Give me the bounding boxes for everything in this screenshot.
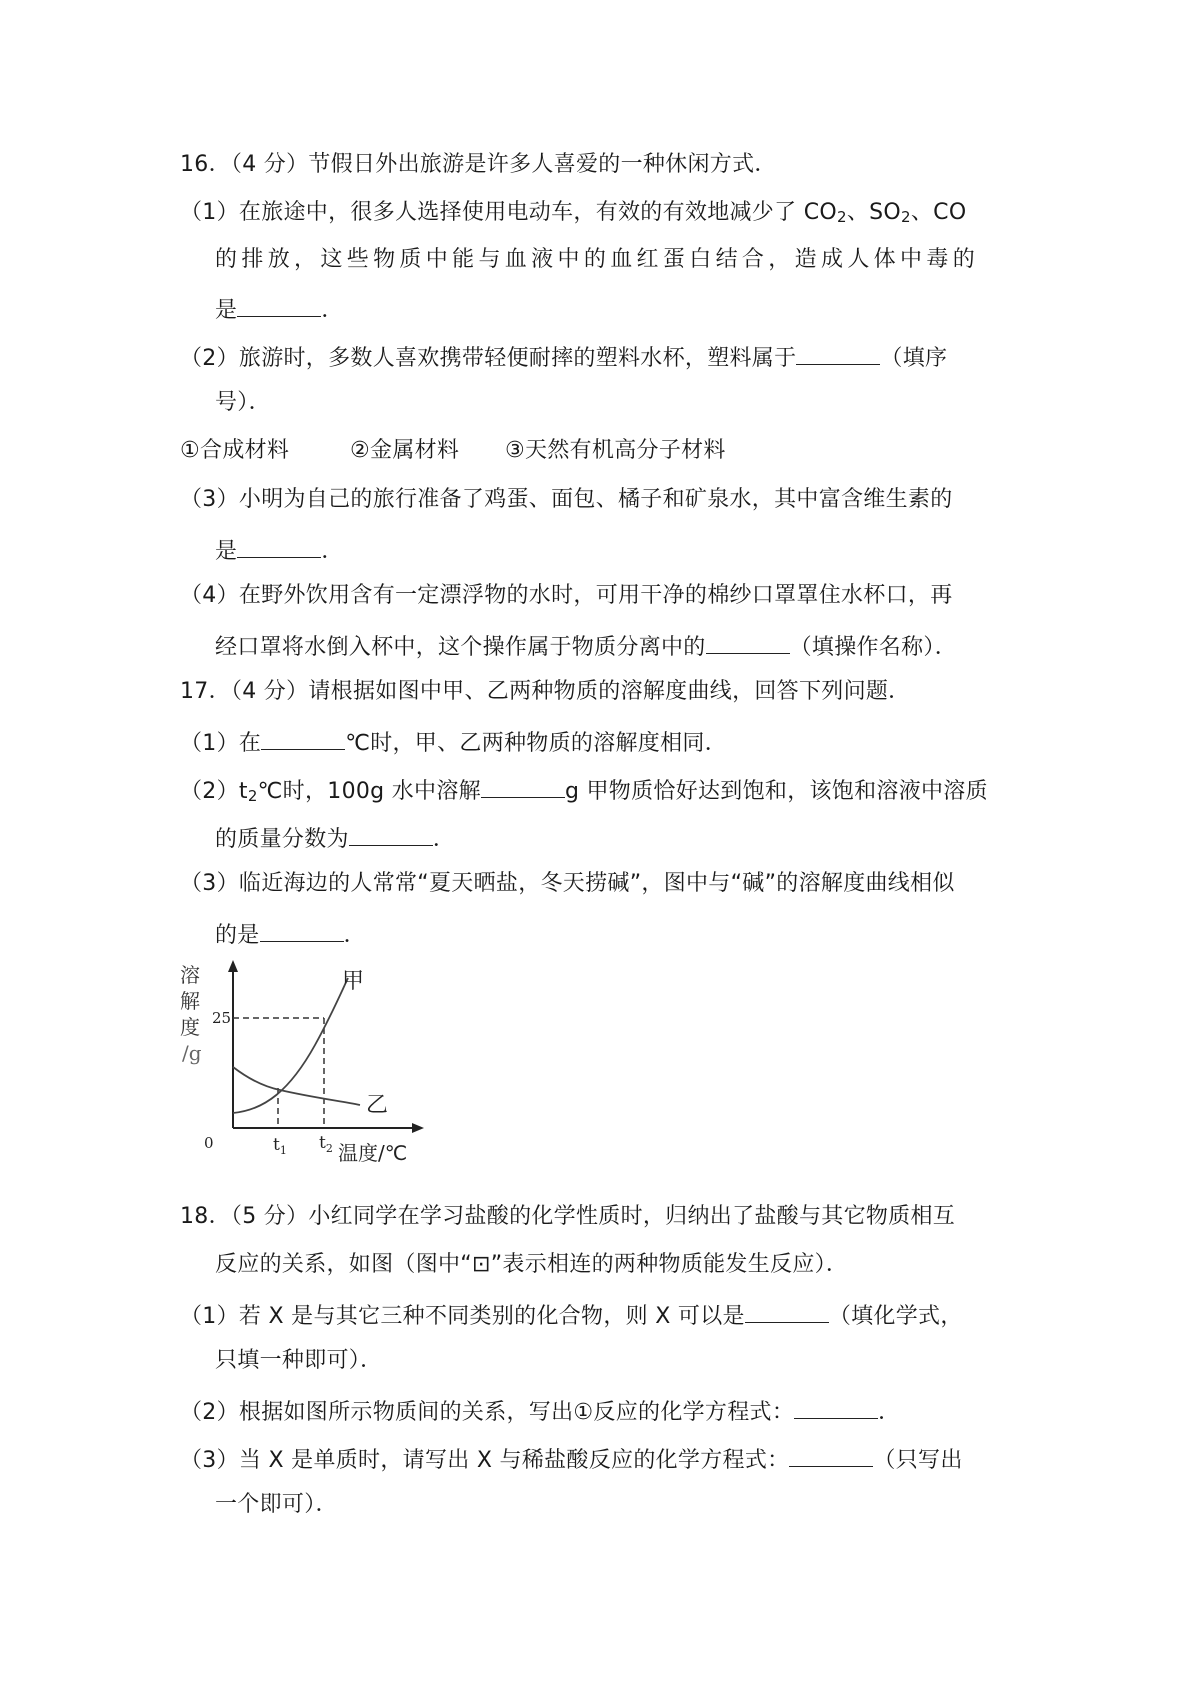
option-2: ②金属材料	[350, 438, 460, 463]
answer-blank[interactable]	[349, 821, 433, 846]
q17-part2-line2	[215, 821, 455, 855]
t2-subscript: 2	[247, 787, 258, 805]
q18-stem-line1: 18．（5 分）小红同学在学习盐酸的化学性质时，归纳出了盐酸与其它物质相互	[180, 1204, 956, 1229]
q16-options	[180, 436, 726, 466]
x-tick-t2-letter: t	[319, 1133, 326, 1153]
y-label-char-3: 度	[180, 1015, 200, 1039]
q18-part1-line2: 只填一种即可）．	[215, 1348, 383, 1373]
answer-blank[interactable]	[706, 629, 790, 654]
q17-part3-line2-post: ．	[343, 923, 366, 948]
so2-subscript: 2	[901, 208, 911, 226]
q16-part3-line2-post: ．	[321, 539, 344, 564]
q16-part2-text-b: （填序	[880, 346, 948, 371]
q17-part1-post: ℃时，甲、乙两种物质的溶解度相同．	[345, 731, 728, 756]
x-tick-t1-letter: t	[273, 1135, 280, 1155]
q17-part3-line2-pre: 的是	[215, 923, 260, 948]
answer-blank[interactable]	[796, 340, 880, 365]
q16-part4-line2-pre: 经口罩将水倒入杯中，这个操作属于物质分离中的	[215, 635, 706, 660]
q16-stem: 16．（4 分）节假日外出旅游是许多人喜爱的一种休闲方式．	[180, 152, 777, 177]
co2-subscript: 2	[836, 208, 847, 226]
x-tick-t2-sub: 2	[325, 1142, 333, 1155]
q18-part2-post: ．	[878, 1400, 901, 1425]
q17-part2-pre: （2）t	[180, 779, 248, 804]
q16-part1-text-c: 、CO	[910, 200, 967, 225]
q16-part1-line2: 的排放，这些物质中能与血液中的血红蛋白结合，造成人体中毒的	[215, 247, 975, 272]
q18-part2-pre: （2）根据如图所示物质间的关系，写出①反应的化学方程式：	[180, 1400, 795, 1425]
q18-part2	[180, 1394, 900, 1428]
q18-part3-text-a: （3）当 X 是单质时，请写出 X 与稀盐酸反应的化学方程式：	[180, 1448, 790, 1473]
q16-part3-line2-pre: 是	[215, 539, 238, 564]
q18-part3-line2: 一个即可）．	[215, 1492, 338, 1517]
q16-part3-line1: （3）小明为自己的旅行准备了鸡蛋、面包、橘子和矿泉水，其中富含维生素的	[180, 487, 953, 512]
q16-part1-text-b: 、SO	[846, 200, 902, 225]
x-tick-t2	[319, 1133, 333, 1155]
q16-part2-line2: 号）．	[215, 390, 271, 415]
q18-part1-text-a: （1）若 X 是与其它三种不同类别的化合物，则 X 可以是	[180, 1304, 745, 1329]
solubility-chart	[170, 950, 470, 1180]
answer-blank[interactable]	[481, 773, 565, 798]
origin-label: 0	[204, 1134, 214, 1152]
y-tick-25: 25	[212, 1009, 232, 1027]
q16-part1-line3-pre: 是	[215, 298, 238, 323]
x-tick-t1	[273, 1135, 287, 1157]
answer-blank[interactable]	[794, 1394, 878, 1419]
answer-blank[interactable]	[789, 1442, 873, 1467]
q17-part2-post: g 甲物质恰好达到饱和，该饱和溶液中溶质	[564, 779, 988, 804]
x-axis-label: 温度/℃	[338, 1141, 408, 1165]
option-3: ③天然有机高分子材料	[505, 438, 726, 463]
q17-part3-line1: （3）临近海边的人常常“夏天晒盐，冬天捞碱”，图中与“碱”的溶解度曲线相似	[180, 871, 955, 896]
answer-blank[interactable]	[261, 725, 345, 750]
q16-part1-line3-post: ．	[321, 298, 344, 323]
q16-part4-line2-post: （填操作名称）．	[789, 635, 958, 660]
q17-stem: 17．（4 分）请根据如图中甲、乙两种物质的溶解度曲线，回答下列问题．	[180, 679, 911, 704]
q16-part1-line1	[180, 198, 966, 232]
q16-part4-line2	[215, 629, 957, 663]
q18-part1-text-b: （填化学式，	[828, 1304, 963, 1329]
q17-part2-mid: ℃时，100g 水中溶解	[257, 779, 481, 804]
q16-part1-text-a: （1）在旅途中，很多人选择使用电动车，有效的有效地减少了 CO	[180, 200, 837, 225]
series-label-yi: 乙	[366, 1093, 389, 1118]
q16-part2-text-a: （2）旅游时，多数人喜欢携带轻便耐摔的塑料水杯，塑料属于	[180, 346, 797, 371]
q17-part2-line2-pre: 的质量分数为	[215, 827, 349, 852]
q18-part1-line1	[180, 1298, 963, 1332]
answer-blank[interactable]	[237, 533, 321, 558]
y-label-char-4: /g	[182, 1041, 202, 1065]
q18-part3-line1	[180, 1442, 963, 1476]
q17-part1	[180, 725, 727, 759]
answer-blank[interactable]	[745, 1298, 829, 1323]
x-axis-arrow	[412, 1123, 424, 1133]
q18-stem-line2: 反应的关系，如图（图中“⊡”表示相连的两种物质能发生反应）．	[215, 1252, 849, 1277]
y-axis-arrow	[228, 960, 238, 972]
q17-part2-line1	[180, 773, 988, 811]
option-1: ①合成材料	[180, 438, 290, 463]
q17-part3-line2	[215, 917, 366, 951]
q16-part4-line1: （4）在野外饮用含有一定漂浮物的水时，可用干净的棉纱口罩罩住水杯口，再	[180, 583, 953, 608]
x-tick-t1-sub: 1	[279, 1144, 287, 1157]
q18-part3-text-b: （只写出	[873, 1448, 963, 1473]
q16-part2-line1	[180, 340, 947, 374]
y-label-char-1: 溶	[180, 963, 200, 987]
y-label-char-2: 解	[180, 989, 200, 1013]
answer-blank[interactable]	[260, 917, 344, 942]
q16-part1-line3	[215, 292, 344, 326]
answer-blank[interactable]	[237, 292, 321, 317]
series-label-jia: 甲	[342, 969, 365, 994]
q17-part1-pre: （1）在	[180, 731, 262, 756]
q17-part2-line2-post: ．	[432, 827, 456, 852]
q16-part3-line2	[215, 533, 344, 567]
